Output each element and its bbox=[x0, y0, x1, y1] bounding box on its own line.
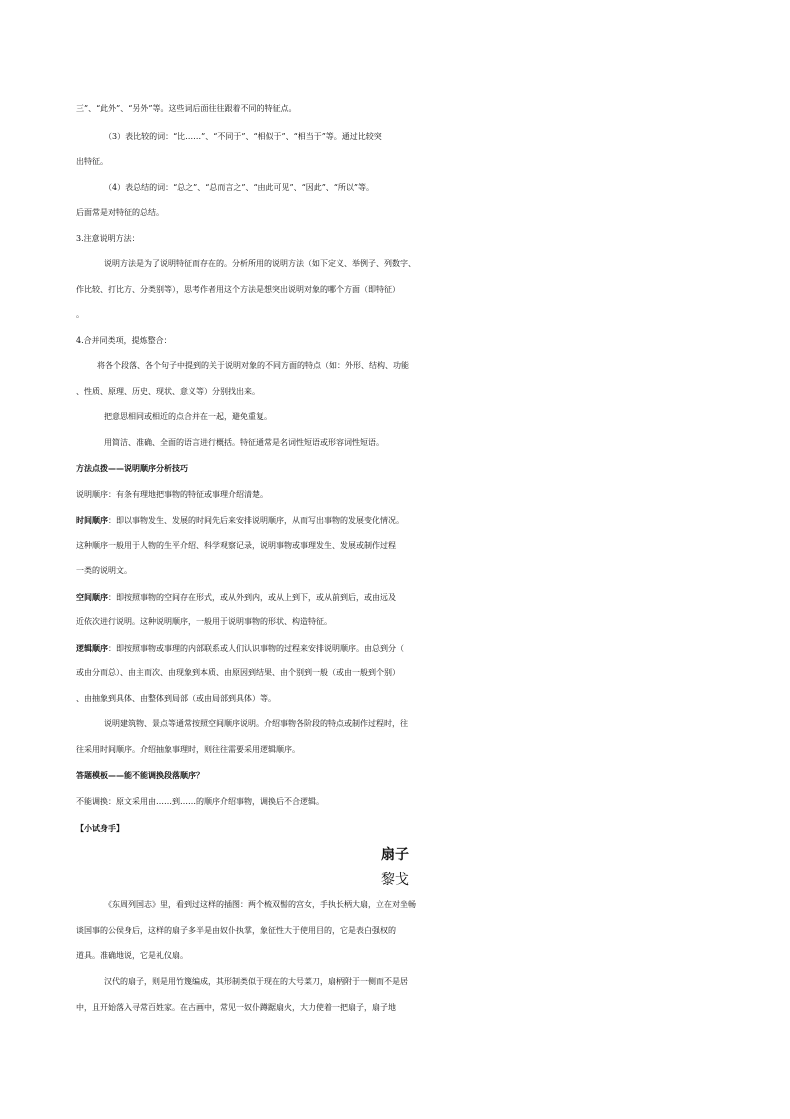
text-line: 说明顺序：有条有理地把事物的特征或事理介绍清楚。 bbox=[76, 490, 268, 499]
term-text: ：即按照事物的空间存在形式，或从外到内，或从上到下，或从前到后，或由远及 bbox=[108, 593, 396, 602]
text-line bbox=[0, 510, 790, 531]
text-line: 中，且开始落入寻常百姓家。在古画中，常见一奴仆蹲踞扇火，大力使着一把扇子，扇子地 bbox=[76, 1003, 396, 1012]
section-subtitle: 3.注意说明方法： bbox=[76, 234, 140, 243]
article-title: 扇子 bbox=[381, 847, 409, 863]
text-line: 往采用时间顺序。介绍抽象事理时，则往往需要采用逻辑顺序。 bbox=[76, 745, 300, 754]
text-line: 将各个段落、各个句子中提到的关于说明对象的不同方面的特点（如：外形、结构、功能 bbox=[97, 361, 409, 370]
text-line bbox=[0, 638, 790, 659]
text-line: 把意思相同或相近的点合并在一起，避免重复。 bbox=[104, 412, 272, 421]
text-line: 道具。准确地说，它是礼仪扇。 bbox=[76, 951, 188, 960]
section-subtitle: 4.合并同类项，提炼整合： bbox=[76, 336, 172, 345]
text-line: 、性质、原理、历史、现状、意义等）分别找出来。 bbox=[76, 387, 260, 396]
text-line: 出特征。 bbox=[76, 157, 108, 166]
practice-label: 【小试身手】 bbox=[76, 823, 124, 833]
text-line: 三”、“此外”、“另外”等。这些词后面往往跟着不同的特征点。 bbox=[76, 104, 297, 113]
text-line: 汉代的扇子，则是用竹篾编成，其形制类似于现在的大号菜刀，扇柄附于一侧而不是居 bbox=[104, 977, 408, 986]
article-author: 黎戈 bbox=[381, 872, 409, 888]
text-line: 用简洁、准确、全面的语言进行概括。特征通常是名词性短语或形容词性短语。 bbox=[104, 438, 384, 447]
term-text: ：即以事物发生、发展的时间先后来安排说明顺序，从而写出事物的发展变化情况。 bbox=[108, 516, 404, 525]
text-line: 这种顺序一般用于人物的生平介绍、科学观察记录，说明事物或事理发生、发展或制作过程 bbox=[76, 541, 396, 550]
text-line: 或由分而总）、由主而次、由现象到本质、由原因到结果、由个别到一般（或由一般到个别） bbox=[76, 668, 400, 677]
term-text: ：即按照事物或事理的内部联系或人们认识事物的过程来安排说明顺序。由总到分（ bbox=[108, 644, 404, 653]
text-line: 。 bbox=[76, 310, 84, 319]
text-line: （4）表总结的词：“总之”、“总而言之”、“由此可见”、“因此”、“所以”等。 bbox=[104, 183, 374, 192]
text-line: 谈国事的公侯身后，这样的扇子多半是由奴仆执掌，象征性大于使用目的，它是表白强权的 bbox=[76, 926, 396, 935]
term-label: 空间顺序 bbox=[76, 592, 108, 602]
text-line: 说明方法是为了说明特征而存在的。分析所用的说明方法（如下定义、举例子、列数字、 bbox=[104, 259, 416, 268]
section-heading: 方法点拨——说明顺序分析技巧 bbox=[76, 464, 188, 473]
term-label: 逻辑顺序 bbox=[76, 643, 108, 653]
text-line: 说明建筑物、景点等通常按照空间顺序说明。介绍事物各阶段的特点或制作过程时，往 bbox=[104, 719, 408, 728]
text-line: 后面常是对特征的总结。 bbox=[76, 208, 164, 217]
text-line: 作比较、打比方、分类别等），思考作者用这个方法是想突出说明对象的哪个方面（即特征） bbox=[76, 285, 400, 294]
text-line: 一类的说明文。 bbox=[76, 566, 132, 575]
text-line: 《东周列国志》里，看到过这样的插图：两个梳双髻的宫女，手执长柄大扇，立在对坐畅 bbox=[104, 900, 416, 909]
text-line: （3）表比较的词：“比……”、“不同于”、“相似于”、“相当于”等。通过比较突 bbox=[104, 132, 382, 141]
term-label: 时间顺序 bbox=[76, 515, 108, 525]
text-line: 近依次进行说明。这种说明顺序，一般用于说明事物的形状、构造特征。 bbox=[76, 617, 332, 626]
text-line bbox=[0, 587, 790, 608]
section-heading: 答题模板——能不能调换段落顺序？ bbox=[76, 771, 204, 780]
text-line: 不能调换：原文采用由……到……的顺序介绍事物，调换后不合逻辑。 bbox=[76, 797, 324, 806]
text-line: 、由抽象到具体、由整体到局部（或由局部到具体）等。 bbox=[76, 694, 276, 703]
